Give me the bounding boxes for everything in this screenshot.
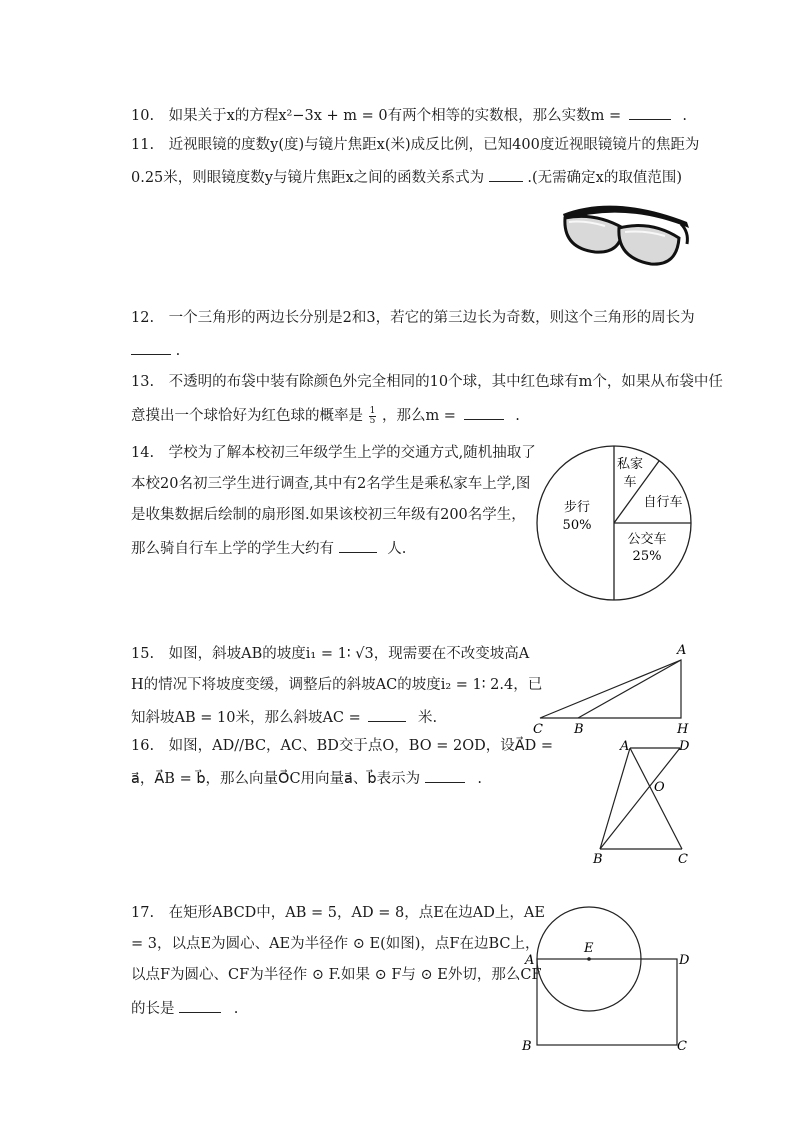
answer-blank[interactable]: [368, 706, 406, 722]
segment-bd: [600, 748, 680, 849]
answer-blank[interactable]: [131, 339, 171, 355]
question-14-line3: [131, 505, 526, 525]
question-text: 近视眼镜的度数y(度)与镜片焦距x(米)成反比例，已知400度近视眼镜镜片的焦距为: [168, 137, 700, 153]
question-end: .: [233, 1001, 239, 1017]
answer-blank[interactable]: [464, 404, 504, 420]
fraction-denominator: 5: [369, 415, 376, 426]
label-b: B: [593, 852, 603, 866]
pie-label-car-1: 私家: [616, 457, 644, 472]
question-number: 16.: [131, 738, 155, 754]
figure-15: [528, 642, 698, 738]
question-number: 12.: [131, 310, 155, 326]
question-16-line2: [131, 767, 482, 789]
question-17-line2: [131, 934, 539, 954]
question-text: 如果关于x的方程x²−3x + m = 0有两个相等的实数根，那么实数m =: [168, 108, 622, 124]
question-number: 11.: [131, 137, 155, 153]
label-e: E: [584, 941, 594, 956]
label-a: A: [620, 739, 630, 754]
question-number: 10.: [131, 108, 155, 124]
question-10: [131, 104, 687, 126]
label-h: H: [677, 722, 689, 737]
question-15: [131, 644, 529, 664]
question-text: 学校为了解本校初三年级学生上学的交通方式,随机抽取了: [168, 445, 536, 461]
figure-17: [520, 902, 700, 1057]
label-d: D: [679, 953, 690, 968]
label-b: B: [522, 1039, 532, 1054]
question-end: .: [477, 771, 482, 787]
question-16: [131, 736, 553, 756]
pie-chart: [535, 444, 695, 604]
question-14-line2: [131, 474, 530, 494]
question-text: 一个三角形的两边长分别是2和3，若它的第三边长为奇数，则这个三角形的周长为: [168, 310, 695, 326]
label-b: B: [574, 722, 584, 737]
label-d: D: [679, 739, 690, 754]
question-number: 14.: [131, 445, 155, 461]
question-text: .(无需确定x的取值范围): [527, 170, 682, 186]
label-o: O: [654, 780, 665, 795]
question-text: 0.25米，则眼镜度数y与镜片焦距x之间的函数关系式为: [131, 170, 485, 186]
question-text: = 3，以点E为圆心、AE为半径作 ⊙ E(如图)，点F在边BC上，: [131, 936, 540, 952]
triangle-ach: [540, 660, 681, 718]
question-14-line4: [131, 537, 406, 559]
label-c: C: [677, 1039, 687, 1054]
question-number: 17.: [131, 905, 155, 921]
question-number: 13.: [131, 374, 155, 390]
question-13: [131, 372, 723, 392]
pie-label-car-2: 车: [623, 475, 637, 490]
question-number: 15.: [131, 646, 155, 662]
question-text: 如图，AD//BC，AC、BD交于点O，BO = 2OD，设A⃗D =: [168, 738, 554, 754]
question-15-line3: [131, 706, 437, 728]
question-text: 是收集数据后绘制的扇形图.如果该校初三年级有200名学生，: [131, 507, 526, 523]
question-11-line2: [131, 166, 682, 188]
question-17-line3: [131, 965, 542, 985]
fraction-numerator: 1: [369, 405, 376, 416]
question-text: 在矩形ABCD中，AB = 5，AD = 8，点E在边AD上，AE: [168, 905, 545, 921]
glasses-image: [555, 192, 695, 272]
question-14: [131, 443, 536, 463]
question-text: 知斜坡AB = 10米，那么斜坡AC =: [131, 710, 361, 726]
question-end: .: [515, 408, 520, 424]
answer-blank[interactable]: [179, 997, 221, 1013]
question-12-line2: [131, 339, 180, 361]
label-a: A: [677, 643, 687, 658]
segment-ac: [630, 748, 682, 849]
question-text: 意摸出一个球恰好为红色球的概率是: [131, 408, 363, 424]
pie-label-walk: 步行: [563, 500, 591, 515]
rectangle-abcd: [537, 959, 677, 1045]
question-15-line2: [131, 675, 542, 695]
question-end: .: [682, 108, 687, 124]
label-a: A: [525, 953, 535, 968]
question-text: 本校20名初三学生进行调查,其中有2名学生是乘私家车上学,图: [131, 476, 531, 492]
question-text: 如图，斜坡AB的坡度i₁ = 1∶ √3，现需要在不改变坡高A: [168, 646, 530, 662]
label-c: C: [678, 852, 688, 866]
pie-label-bus: 公交车: [627, 532, 667, 547]
pie-label-bike: 自行车: [643, 495, 683, 510]
question-11: [131, 135, 699, 155]
question-text: 米.: [418, 710, 438, 726]
question-text: ，那么m =: [381, 408, 456, 424]
fraction: [369, 407, 377, 426]
question-12: [131, 308, 695, 328]
question-text: a⃗，A⃗B = b⃗，那么向量O⃗C用向量a⃗、b⃗表示为: [131, 771, 421, 787]
question-13-line2: [131, 404, 520, 426]
question-17-line4: [131, 997, 238, 1019]
segment-ab: [600, 748, 630, 849]
answer-blank[interactable]: [339, 537, 377, 553]
answer-blank[interactable]: [489, 166, 523, 182]
figure-16: [588, 736, 698, 866]
question-text: 那么骑自行车上学的学生大约有: [131, 541, 334, 557]
question-text: H的情况下将坡度变缓，调整后的斜坡AC的坡度i₂ = 1∶ 2.4，已: [131, 677, 543, 693]
point-e: [587, 957, 591, 961]
pie-label-bus-pct: 25%: [632, 549, 662, 564]
segment-ab: [578, 660, 681, 718]
question-text: 不透明的布袋中装有除颜色外完全相同的10个球，其中红色球有m个，如果从布袋中任: [168, 374, 723, 390]
question-text: 以点F为圆心、CF为半径作 ⊙ F.如果 ⊙ F与 ⊙ E外切，那么CF: [131, 967, 542, 983]
answer-blank[interactable]: [425, 767, 465, 783]
question-end: .: [175, 343, 181, 359]
answer-blank[interactable]: [629, 104, 671, 120]
pie-label-walk-pct: 50%: [562, 518, 592, 533]
question-17: [131, 903, 545, 923]
label-c: C: [533, 722, 543, 737]
question-text: 的长是: [131, 1001, 175, 1017]
question-text: 人.: [387, 541, 407, 557]
